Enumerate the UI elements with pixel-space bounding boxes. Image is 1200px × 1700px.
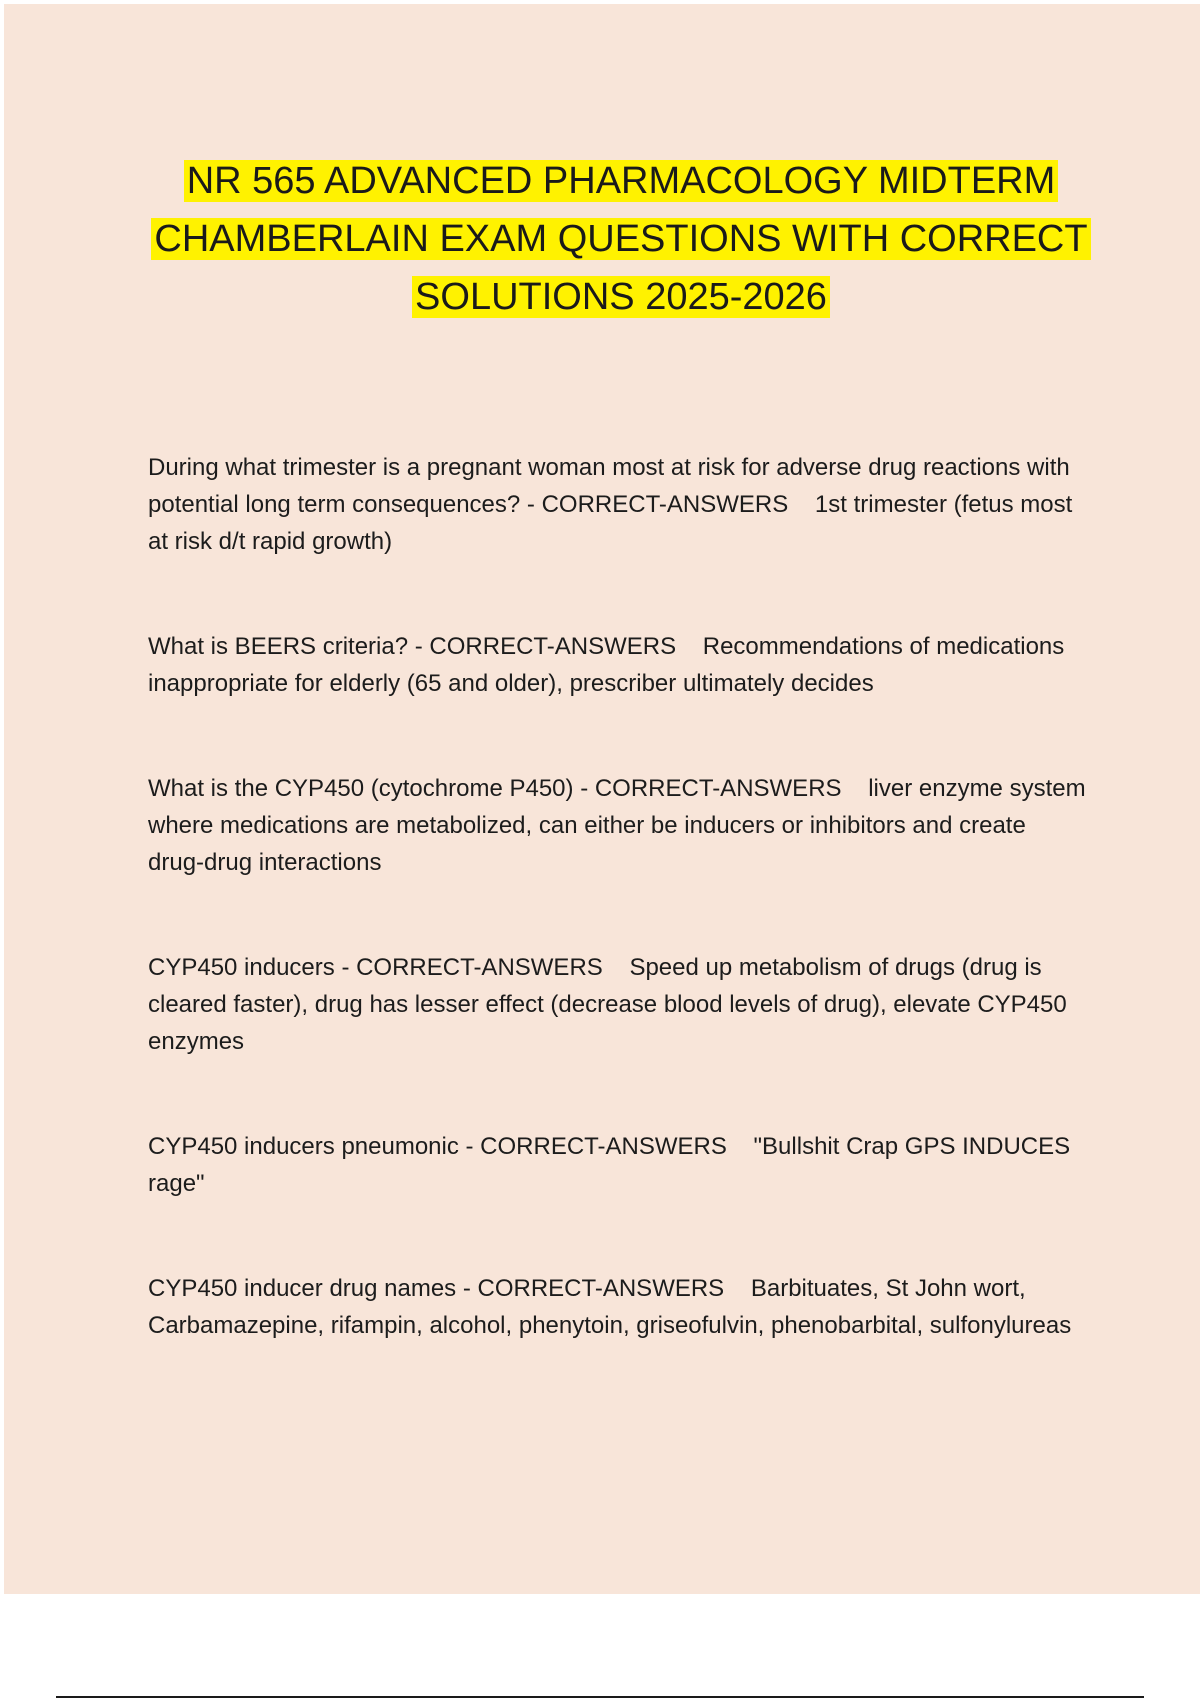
title-line-text: SOLUTIONS 2025-2026 [412, 276, 830, 318]
qa-item-cyp450-mnemonic: CYP450 inducers pneumonic - CORRECT-ANSWERS "Bullshit Crap GPS INDUCES rage" [148, 1133, 1077, 1197]
qa-item-beers-criteria: What is BEERS criteria? - CORRECT-ANSWERS Recommendations of medications inappropriate for elderly (65 and older), prescriber ultimately decides [148, 633, 1071, 697]
document-title [4, 152, 1200, 326]
qa-item-pregnancy-trimester: During what trimester is a pregnant woman most at risk for adverse drug reactions with potential long term consequences? - CORRECT-ANSWERS 1st trimester (fetus most at risk d/t rapid growth) [148, 454, 1079, 555]
title-line [4, 268, 1200, 326]
qa-item-cyp450-definition: What is the CYP450 (cytochrome P450) - CORRECT-ANSWERS liver enzyme system where medications are metabolized, can either be inducers or inhibitors and create drug-drug interactions [148, 775, 1093, 876]
qa-list [148, 449, 1093, 1344]
document-page [4, 4, 1200, 1594]
qa-item-cyp450-inducer-drugs: CYP450 inducer drug names - CORRECT-ANSWERS Barbituates, St John wort, Carbamazepine, rifampin, alcohol, phenytoin, griseofulvin, phenobarbital, sulfonylureas [148, 1275, 1072, 1339]
footer-divider [56, 1696, 1144, 1698]
title-line-text: CHAMBERLAIN EXAM QUESTIONS WITH CORRECT [151, 218, 1090, 260]
qa-item-cyp450-inducers: CYP450 inducers - CORRECT-ANSWERS Speed up metabolism of drugs (drug is cleared faster), drug has lesser effect (decrease blood levels of drug), elevate CYP450 enzymes [148, 954, 1074, 1055]
title-line [4, 152, 1200, 210]
title-line [4, 210, 1200, 268]
title-line-text: NR 565 ADVANCED PHARMACOLOGY MIDTERM [184, 160, 1059, 202]
